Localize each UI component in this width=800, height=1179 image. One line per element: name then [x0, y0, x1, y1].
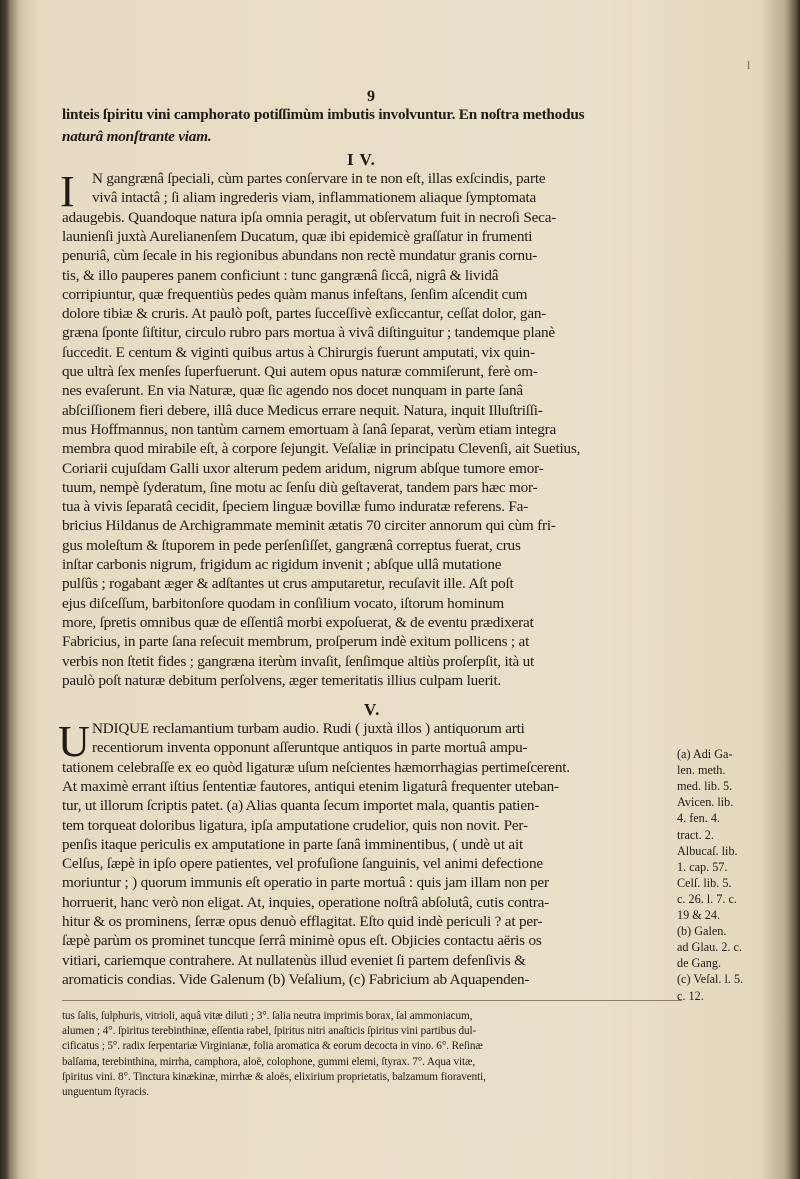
paragraph-line: ejus diſceſſum, barbitonſore quodam in conſilium vocato, iſtorum hominum [62, 594, 504, 612]
paragraph-line: moriuntur ; ) quorum immunis eſt operatio in parte mortuâ : quis jam illam non per [62, 874, 549, 892]
footnote-line: ſpiritus vini. 8°. Tinctura kinækinæ, mirrhæ & aloës, elixirium proprietatis, balzamum fioraventi, [62, 1070, 486, 1083]
paragraph-line: dolore tibiæ & cruris. At paulò poſt, partes ſucceſſivè exſiccantur, ceſſat dolor, gan- [62, 305, 547, 323]
paragraph-line: membra quod mirabile eſt, à corpore ſejungit. Veſaliæ in principatu Clevenſi, ait Suetius, [62, 440, 581, 458]
margin-note: Celſ. lib. 5. [677, 875, 732, 890]
paragraph-line: tua à vivis ſeparatâ cecidit, ſpeciem linguæ bovillæ fumo induratæ referens. Fa- [62, 498, 529, 516]
footnote-line: unguentum ſtyracis. [62, 1086, 149, 1098]
footnote-line: tus ſalis, ſulphuris, vitrioli, aquâ vitæ diluti ; 3°. ſalia neutra imprimis borax, ſal ammoniacum, [62, 1010, 473, 1022]
paragraph-line: tur, ut illorum ſcriptis patet. (a) Alias quanta ſecum importet mala, quantis patien- [62, 797, 540, 815]
paragraph-line: pulſûs ; rogabant æger & adſtantes ut crus amputaretur, recuſavit ille. Aſt poſt [62, 575, 514, 593]
corner-mark: l [747, 58, 751, 72]
paragraph-line: more, ſpretis omnibus quæ de eſſentiâ morbi expoſuerat, & de eventu prædixerat [62, 613, 534, 631]
intro-line: linteis ſpiritu vini camphorato potiſſimùm imbutis involvuntur. En noſtra methodus [62, 106, 585, 123]
footnote-line: alumen ; 4°. ſpiritus terebinthinæ, eſſentia rabel, ſpiritus nitri anaſticis ſpiritus vini partibus dul- [62, 1025, 477, 1038]
paragraph-line: NDIQUE reclamantium turbam audio. Rudi ( juxtà illos ) antiquorum arti [92, 720, 525, 737]
margin-note: med. lib. 5. [677, 779, 733, 794]
margin-note: 1. cap. 57. [677, 859, 728, 874]
paragraph-line: At maximè errant iſtius ſententiæ fautores, antiqui etenim ligaturâ frequenter uteban- [62, 777, 559, 795]
margin-note: tract. 2. [677, 827, 714, 842]
paragraph-line: ſuccedit. E centum & viginti quibus artus à Chirurgis fuerunt amputati, vix quin- [62, 343, 535, 361]
book-page [12, 10, 782, 1170]
margin-note: Albucaſ. lib. [677, 843, 738, 858]
paragraph-line: launienſi juxtà Aurelianenſem Ducatum, quæ ibi epidemicè graſſatur in frumenti [62, 227, 533, 245]
section-heading-v: V. [364, 700, 381, 719]
paragraph-line: ſæpè parùm os prominet tuncque ſerrâ minimè opus eſt. Objicies contactu aëris os [62, 932, 542, 950]
intro-line: naturâ monſtrante viam. [62, 128, 212, 145]
footnote-line: cificatus ; 5°. radix ſerpentariæ Virginianæ, folia aromatica & eorum decocta in vino. 6°. Reſinæ [62, 1040, 483, 1053]
paragraph-line: gus moleſtum & ſtuporem in pede perſenſiſſet, gangrænâ correptus fuerat, crus [62, 536, 521, 554]
paragraph-line: que ultrà ſex menſes ſuperfuerunt. Qui autem opus naturæ commiſerunt, ferè om- [62, 363, 538, 380]
margin-note: (c) Veſal. l. 5. [677, 972, 744, 987]
paragraph-line: adaugebis. Quandoque natura ipſa omnia peragit, ut obſervatum fuit in necroſi Seca- [62, 208, 557, 226]
paragraph-line: horruerit, hanc verò non eligat. At, inquies, operatione noſtrâ abſolutâ, cutis contra- [62, 893, 550, 911]
section-heading-iv: I V. [347, 150, 376, 169]
paragraph-line: penſis itaque periculis ex amputatione in parte ſanâ imminentibus, ( undè ut ait [62, 835, 524, 853]
paragraph-line: mus Hoffmannus, non tantùm carnem emortuam à ſanâ ſeparat, verùm etiam integra [62, 420, 556, 438]
paragraph-line: vivâ intactâ ; ſi aliam ingrederis viam, inflammationem aliaque ſymptomata [92, 189, 537, 207]
paragraph-line: inſtar carbonis nigrum, frigidum ac rigidum invenit ; abſque ullâ mutatione [62, 556, 502, 573]
margin-note: (a) Adi Ga- [677, 747, 733, 761]
footnote-rule [62, 1000, 682, 1001]
paragraph-line: bricius Hildanus de Archigrammate meminit ætatis 70 circiter annorum qui cùm fri- [62, 517, 556, 535]
margin-note: ad Glau. 2. c. [677, 940, 742, 955]
margin-note: len. meth. [677, 763, 726, 778]
paragraph-line: abſciſſionem fieri debere, illâ duce Medicus errare nequit. Natura, inquit Illuſtriſſi- [62, 401, 543, 419]
margin-note: (b) Galen. [677, 924, 727, 939]
drop-cap-iv: I [60, 167, 75, 216]
margin-note: c. 12. [677, 988, 704, 1003]
paragraph-line: N gangrænâ ſpeciali, cùm partes conſervare in te non eſt, illas exſcindis, parte [92, 170, 546, 187]
paragraph-line: Fabricius, in parte ſana reſecuit membrum, proſperum indè exitum pollicens ; at [62, 633, 530, 651]
paragraph-line: Celſus, ſæpè in ipſo opere patientes, vel profuſione ſanguinis, vel animi defectione [62, 855, 543, 873]
paragraph-line: recentiorum inventa opponunt aſſeruntque antiquos in parte mortuâ ampu- [92, 739, 528, 757]
paragraph-line: tis, & illo pauperes panem conficiunt : tunc gangrænâ ſiccâ, nigrâ & lividâ [62, 266, 499, 284]
paragraph-line: nes evaſerunt. En via Naturæ, quæ ſic agendo nos docet nunquam in parte ſanâ [62, 382, 523, 400]
drop-cap-v: U [58, 717, 90, 766]
paragraph-line: verbis non ſtetit fides ; gangræna iterùm invaſit, ſenſimque altiùs proſerpſit, ità ut [62, 652, 535, 670]
paragraph-line: hitur & os prominens, ſerræ opus denuò efflagitat. Eſto quid indè periculi ? at per- [62, 913, 543, 930]
margin-note: Avicen. lib. [677, 795, 734, 810]
margin-note: c. 26. l. 7. c. [677, 891, 737, 906]
margin-note: de Gang. [677, 956, 721, 971]
page-number: 9 [367, 88, 375, 105]
paragraph-line: tuum, nempè ſyderatum, ſine motu ac ſenſu diù geſtaverat, tandem pars hæc mor- [62, 478, 538, 496]
footnote-line: balſama, terebinthina, mirrha, camphora, aloë, colophone, gummi elemi, ſtyrax. 7°. Aqua vitæ, [62, 1055, 476, 1068]
paragraph-line: tationem celebraſſe ex eo quòd ligaturæ uſum neſcientes hæmorrhagias pertimeſcerent. [62, 758, 570, 776]
margin-note: 4. fen. 4. [677, 811, 720, 826]
paragraph-line: aromaticis condias. Vide Galenum (b) Veſalium, (c) Fabricium ab Aquapenden- [62, 970, 530, 988]
paragraph-line: græna ſponte ſiſtitur, circulo rubro pars mortua à vivâ diſtinguitur ; tandemque planè [62, 324, 555, 342]
paragraph-line: corripiuntur, quæ frequentiùs pedes quàm manus infeſtans, ſenſim aſcendit cum [62, 285, 528, 303]
paragraph-line: tem torqueat doloribus ligatura, ipſa amputatione crudelior, quis non novit. Per- [62, 816, 528, 834]
paragraph-line: paulò poſt naturæ debitum perſolvens, æger temeritatis illius culpam luerit. [62, 671, 502, 689]
paragraph-line: vitiari, cariemque contrahere. At nullatenùs illud eveniet ſi partem defenſivis & [62, 951, 526, 969]
paragraph-line: Coriarii cujuſdam Galli uxor alterum pedem aridum, nigrum abſque tumore emor- [62, 459, 544, 477]
margin-note: 19 & 24. [677, 908, 720, 922]
paragraph-line: penuriâ, cùm ſecale in his regionibus abundans non rectè mundatur granis cornu- [62, 247, 538, 265]
